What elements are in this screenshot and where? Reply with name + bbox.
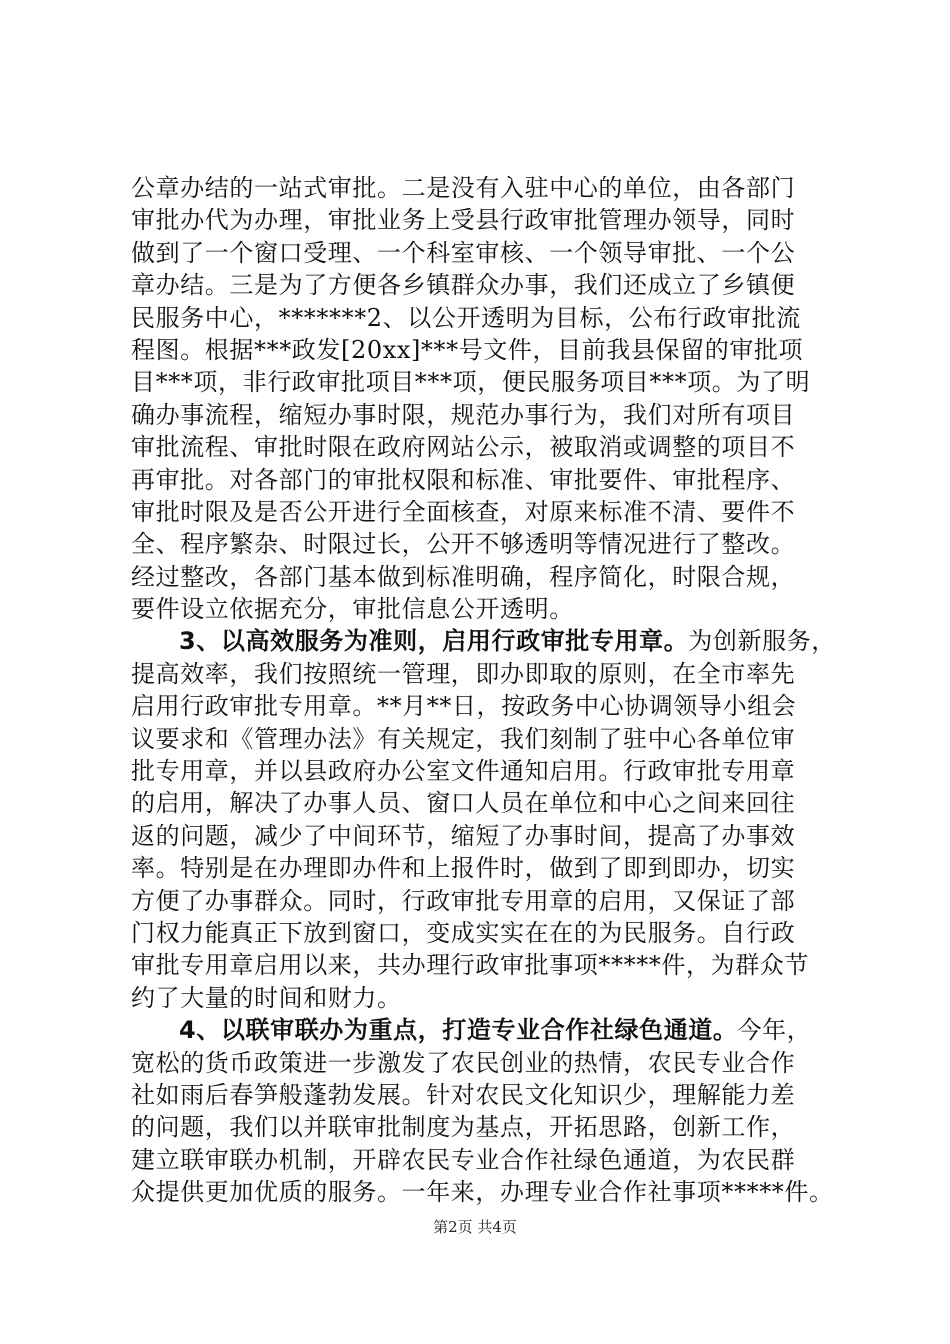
- line-text: 门权力能真正下放到窗口，变成实实在在的为民服务。自行政: [131, 918, 796, 947]
- line-text: 审批流程、审批时限在政府网站公示，被取消或调整的项目不: [131, 433, 796, 462]
- text-line: [131, 690, 841, 722]
- line-text: 的启用，解决了办事人员、窗口人员在单位和中心之间来回往: [131, 789, 796, 818]
- line-text: 确办事流程，缩短办事时限，规范办事行为，我们对所有项目: [131, 400, 796, 429]
- text-line: [131, 561, 841, 593]
- line-text: 目***项，非行政审批项目***项，便民服务项目***项。为了明: [131, 368, 811, 397]
- text-line: [131, 593, 841, 625]
- text-line: [131, 820, 841, 852]
- section-heading: 4、以联审联办为重点，打造专业合作社绿色通道。: [179, 1016, 738, 1045]
- text-line: [131, 204, 841, 236]
- line-text: 的问题，我们以并联审批制度为基点，开拓思路，创新工作，: [131, 1113, 796, 1142]
- text-line: [131, 464, 841, 496]
- text-line: [131, 269, 841, 301]
- line-text: 启用行政审批专用章。**月**日，按政务中心协调领导小组会: [131, 692, 797, 721]
- text-line: [131, 982, 841, 1014]
- text-line: [131, 1047, 841, 1079]
- text-line: [131, 787, 841, 819]
- line-text: 章办结。三是为了方便各乡镇群众办事，我们还成立了乡镇便: [131, 271, 796, 300]
- line-text: 众提供更加优质的服务。一年来，办理专业合作社事项*****件。: [131, 1178, 834, 1207]
- text-line: [131, 496, 841, 528]
- text-line: [131, 1014, 841, 1046]
- text-line: [131, 1176, 841, 1208]
- text-line: [131, 1079, 841, 1111]
- line-text: 要件设立依据充分，审批信息公开透明。: [131, 595, 574, 624]
- line-text: 民服务中心，*******2、以公开透明为目标，公布行政审批流: [131, 303, 801, 332]
- text-line: [131, 625, 841, 657]
- text-line: [131, 431, 841, 463]
- line-text: 再审批。对各部门的审批权限和标准、审批要件、审批程序、: [131, 465, 796, 494]
- text-line: [131, 172, 841, 204]
- line-text: 审批时限及是否公开进行全面核查，对原来标准不清、要件不: [131, 497, 796, 526]
- line-text: 审批办代为办理，审批业务上受县行政审批管理办领导，同时: [131, 206, 796, 235]
- line-text: 提高效率，我们按照统一管理，即办即取的原则，在全市率先: [131, 659, 796, 688]
- line-text: 返的问题，减少了中间环节，缩短了办事时间，提高了办事效: [131, 821, 796, 850]
- line-text: 公章办结的一站式审批。二是没有入驻中心的单位，由各部门: [131, 174, 796, 202]
- line-text: 审批专用章启用以来，共办理行政审批事项*****件，为群众节: [131, 951, 809, 980]
- line-text: 全、程序繁杂、时限过长，公开不够透明等情况进行了整改。: [131, 530, 796, 559]
- text-line: [131, 302, 841, 334]
- line-text: 宽松的货币政策进一步激发了农民创业的热情，农民专业合作: [131, 1048, 796, 1077]
- line-text: 率。特别是在办理即办件和上报件时，做到了即到即办，切实: [131, 854, 796, 883]
- line-text: 批专用章，并以县政府办公室文件通知启用。行政审批专用章: [131, 757, 796, 786]
- text-line: [131, 237, 841, 269]
- text-line: [131, 949, 841, 981]
- text-line: [131, 917, 841, 949]
- line-text: 建立联审联办机制，开辟农民专业合作社绿色通道，为农民群: [131, 1145, 796, 1174]
- text-line: [131, 1144, 841, 1176]
- line-text: 约了大量的时间和财力。: [131, 983, 402, 1012]
- line-text: 议要求和《管理办法》有关规定，我们刻制了驻中心各单位审: [131, 724, 796, 753]
- text-line: [131, 723, 841, 755]
- text-line: [131, 755, 841, 787]
- text-line: [131, 399, 841, 431]
- text-line: [131, 885, 841, 917]
- text-line: [131, 528, 841, 560]
- document-body: [131, 172, 841, 1209]
- page-footer: 第2页 共4页: [433, 1218, 517, 1236]
- section-heading: 3、以高效服务为准则，启用行政审批专用章。: [179, 627, 689, 656]
- text-line: [131, 1111, 841, 1143]
- line-text: 为创新服务，: [688, 627, 836, 656]
- text-line: [131, 658, 841, 690]
- text-line: [131, 334, 841, 366]
- line-text: 社如雨后春笋般蓬勃发展。针对农民文化知识少，理解能力差: [131, 1080, 796, 1109]
- line-text: 经过整改，各部门基本做到标准明确，程序简化，时限合规，: [131, 562, 796, 591]
- line-text: 今年，: [737, 1016, 812, 1045]
- line-text: 方便了办事群众。同时，行政审批专用章的启用，又保证了部: [131, 886, 796, 915]
- text-line: [131, 852, 841, 884]
- line-text: 做到了一个窗口受理、一个科室审核、一个领导审批、一个公: [131, 238, 796, 267]
- text-line: [131, 366, 841, 398]
- line-text: 程图。根据***政发[20xx]***号文件，目前我县保留的审批项: [131, 335, 804, 364]
